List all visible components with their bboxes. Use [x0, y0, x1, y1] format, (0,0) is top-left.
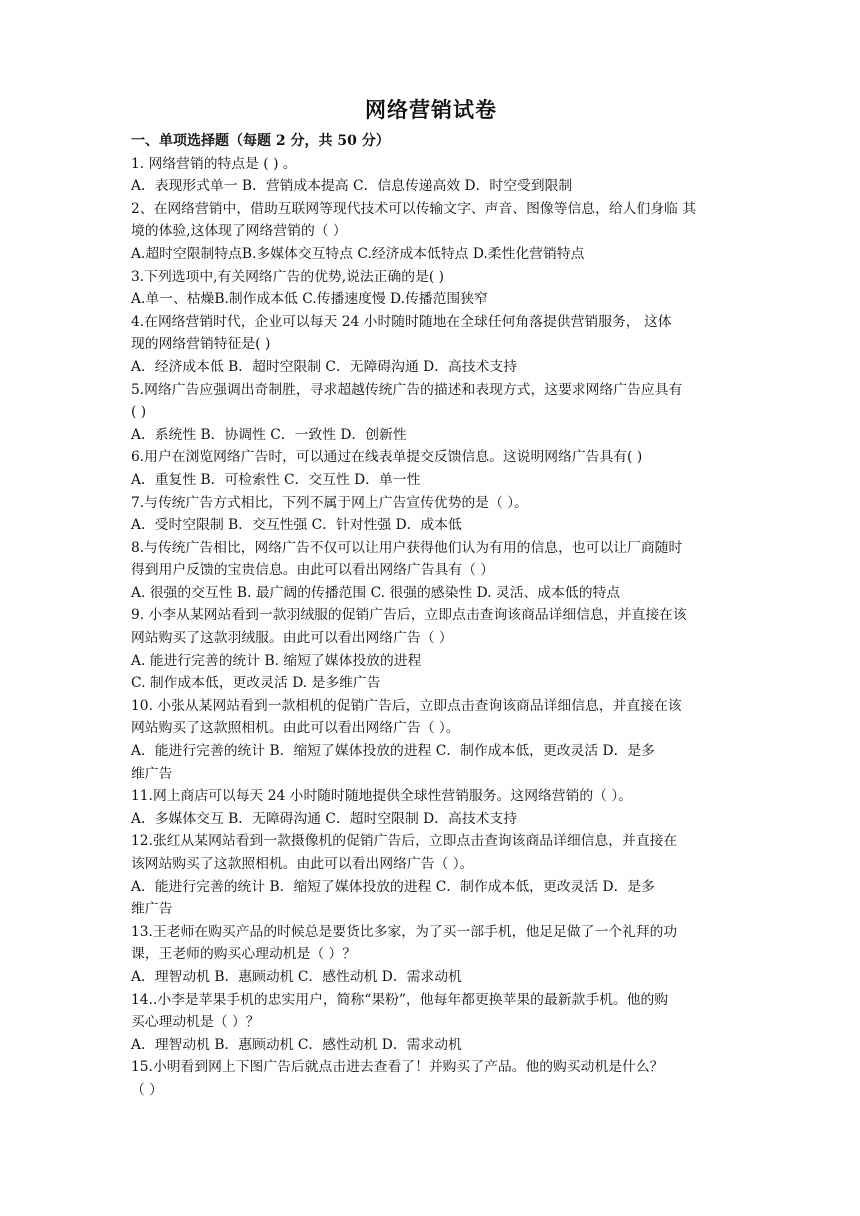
exam-page	[131, 96, 731, 1102]
text-line: A．能进行完善的统计 B．缩短了媒体投放的进程 C．制作成本低，更改灵活 D．是多	[131, 878, 655, 895]
text-line: 该网站购买了这款照相机。由此可以看出网络广告（ ）。	[131, 856, 474, 872]
text-line: A．受时空限制 B．交互性强 C．针对性强 D．成本低	[131, 517, 462, 534]
text-line: 9. 小李从某网站看到一款羽绒服的促销广告后，立即点击查询该商品详细信息，并直接在该	[131, 607, 687, 624]
text-line: 12.张红从某网站看到一款摄像机的促销广告后，立即点击查询该商品详细信息，并直接在	[131, 833, 678, 850]
text-line: 课，王老师的购买心理动机是（ ）？	[131, 946, 357, 963]
text-line: 网站购买了这款羽绒服。由此可以看出网络广告（ ）	[131, 630, 453, 647]
text-line: 得到用户反馈的宝贵信息。由此可以看出网络广告具有（ ）	[131, 562, 495, 579]
text-line: 5.网络广告应强调出奇制胜，寻求超越传统广告的描述和表现方式，这要求网络广告应具有	[131, 381, 683, 398]
text-line: C. 制作成本低，更改灵活 D. 是多维广告	[131, 675, 381, 692]
text-line: A.超时空限制特点B.多媒体交互特点 C.经济成本低特点 D.柔性化营销特点	[131, 245, 585, 262]
section-heading: 一、单项选择题（每题 2 分，共 50 分）	[131, 133, 390, 149]
text-line: 1. 网络营销的特点是 ( ) 。	[131, 155, 297, 172]
text-line: ( )	[131, 404, 147, 421]
text-line: 13.王老师在购买产品的时候总是要货比多家，为了买一部手机，他足足做了一个礼拜的功	[131, 923, 678, 940]
text-line: 4.在网络营销时代，企业可以每天 24 小时随时随地在全球任何角落提供营销服务， 这体	[131, 313, 672, 330]
text-line: 14..小李是苹果手机的忠实用户，简称“果粉”，他每年都更换苹果的最新款手机。他的购	[131, 991, 669, 1008]
text-line: 买心理动机是（ ）？	[131, 1014, 260, 1031]
text-line: A. 能进行完善的统计 B. 缩短了媒体投放的进程	[131, 652, 422, 669]
text-line: A．系统性 B．协调性 C．一致性 D．创新性	[131, 426, 407, 443]
text-line: A．多媒体交互 B．无障碍沟通 C．超时空限制 D．高技术支持	[131, 810, 518, 827]
text-line: （ ）	[131, 1081, 163, 1098]
text-line: A．理智动机 B．惠顾动机 C．感性动机 D．需求动机	[131, 1036, 462, 1053]
text-line: 11.网上商店可以每天 24 小时随时随地提供全球性营销服务。这网络营销的（ ）。	[131, 788, 633, 805]
text-line: 3.下列选项中,有关网络广告的优势,说法正确的是( )	[131, 268, 445, 285]
text-line: 7.与传统广告方式相比，下列不属于网上广告宣传优势的是（ ）。	[131, 494, 528, 511]
text-line: 境的体验,这体现了网络营销的（ ）	[131, 223, 347, 240]
text-line: 维广告	[131, 901, 173, 918]
text-line: 15.小明看到网上下图广告后就点击进去查看了！并购买了产品。他的购买动机是什么？	[131, 1059, 664, 1076]
text-line: 10. 小张从某网站看到一款相机的促销广告后，立即点击查询该商品详细信息，并直接在该	[131, 697, 682, 714]
text-line: A．能进行完善的统计 B．缩短了媒体投放的进程 C．制作成本低，更改灵活 D．是多	[131, 743, 655, 760]
text-line: A. 很强的交互性 B. 最广阔的传播范围 C. 很强的感染性 D. 灵活、成本低的特点	[131, 584, 621, 601]
text-line: A．理智动机 B．惠顾动机 C．感性动机 D．需求动机	[131, 968, 462, 985]
text-line: 网站购买了这款照相机。由此可以看出网络广告（ ）。	[131, 720, 460, 737]
text-line: 现的网络营销特征是( )	[131, 336, 271, 353]
text-line: A．重复性 B．可检索性 C．交互性 D．单一性	[131, 471, 421, 488]
exam-title: 网络营销试卷	[365, 97, 497, 122]
text-line: A．表现形式单一 B．营销成本提高 C．信息传递高效 D．时空受到限制	[131, 178, 573, 195]
question-list	[131, 153, 731, 1102]
text-line: 6.用户在浏览网络广告时，可以通过在线表单提交反馈信息。这说明网络广告具有( )	[131, 449, 643, 466]
text-line: A.单一、枯燥B.制作成本低 C.传播速度慢 D.传播范围狭窄	[131, 291, 488, 308]
text-line: 2、在网络营销中，借助互联网等现代技术可以传输文字、声音、图像等信息，给人们身临 其	[131, 200, 697, 217]
text-line: A．经济成本低 B．超时空限制 C．无障碍沟通 D．高技术支持	[131, 358, 518, 375]
text-line: 8.与传统广告相比，网络广告不仅可以让用户获得他们认为有用的信息，也可以让厂商随时	[131, 539, 683, 556]
text-line: 维广告	[131, 765, 173, 782]
